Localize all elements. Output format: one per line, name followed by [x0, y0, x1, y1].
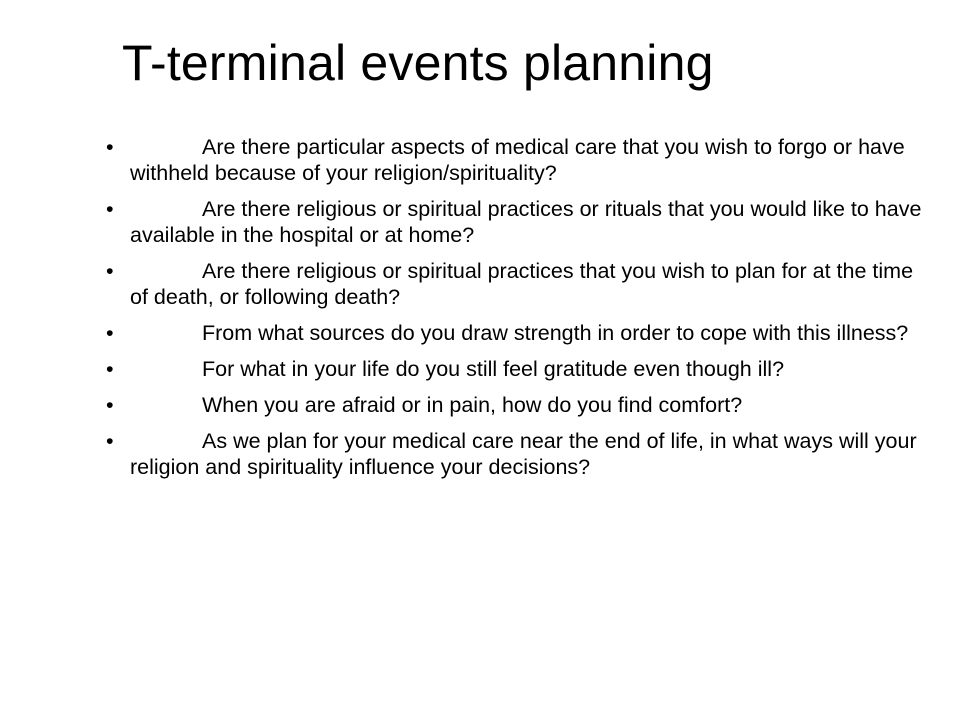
bullet-text: For what in your life do you still feel gratitude even though ill? — [202, 357, 785, 381]
bullet-item — [106, 356, 926, 382]
bullet-text: Are there religious or spiritual practices that you wish to plan for at the time of death, or following death? — [130, 259, 914, 309]
bullet-text: Are there particular aspects of medical care that you wish to forgo or have withheld because of your religion/spirituality? — [130, 135, 905, 185]
bullet-marker: • — [106, 429, 114, 453]
bullet-list — [106, 134, 926, 490]
bullet-item — [106, 258, 926, 310]
bullet-text: From what sources do you draw strength in order to cope with this illness? — [202, 321, 909, 345]
bullet-text: Are there religious or spiritual practices or rituals that you would like to have available in the hospital or at home? — [130, 197, 922, 247]
bullet-text: When you are afraid or in pain, how do you find comfort? — [202, 393, 743, 417]
bullet-item — [106, 392, 926, 418]
bullet-marker: • — [106, 321, 114, 345]
bullet-marker: • — [106, 135, 114, 159]
bullet-text: As we plan for your medical care near the end of life, in what ways will your religion and spirituality influence your decisions? — [130, 429, 917, 479]
bullet-marker: • — [106, 259, 114, 283]
bullet-marker: • — [106, 197, 114, 221]
bullet-item — [106, 134, 926, 186]
bullet-item — [106, 320, 926, 346]
bullet-marker: • — [106, 357, 114, 381]
bullet-item — [106, 196, 926, 248]
bullet-marker: • — [106, 393, 114, 417]
bullet-item — [106, 428, 926, 480]
slide-title: T-terminal events planning — [122, 35, 714, 91]
